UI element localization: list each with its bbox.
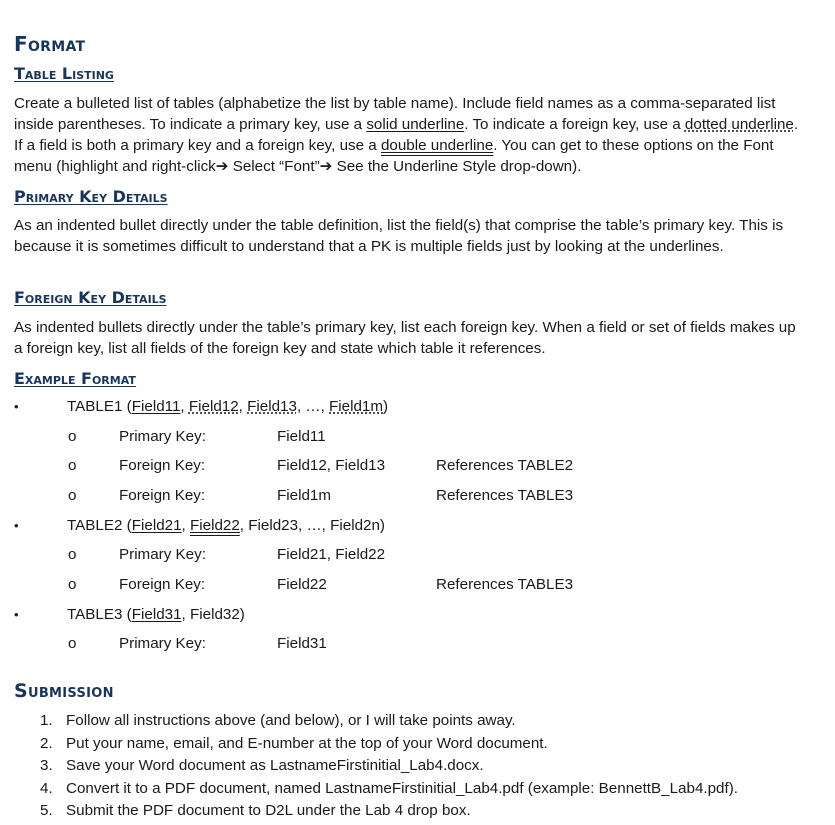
table-listing-paragraph xyxy=(14,93,804,177)
sub-bullet-icon: o xyxy=(68,546,77,563)
list-number: 3. xyxy=(40,757,53,774)
text-run: . If a field is both a primary key and a foreign key, use a xyxy=(14,116,799,154)
foreign-key-details-paragraph: As indented bullets directly under the table’s primary key, list each foreign key. When a field or set of fields makes up a foreign key, list all fields of the foreign key and state which table it references. xyxy=(14,319,796,357)
key-label: Primary Key: xyxy=(119,546,206,563)
key-fields: Field11 xyxy=(277,428,326,445)
text-run: Create a bulleted list of tables (alphabetize the list by table name). Include field names as a comma-separated list inside parentheses. To indicate a primary key, use a xyxy=(14,95,776,133)
text-run: , xyxy=(180,398,189,415)
bullet-icon: • xyxy=(14,518,19,533)
key-fields: Field22 xyxy=(277,576,327,593)
text-run: ) xyxy=(383,398,389,415)
foreign-key-field: Field1m xyxy=(329,398,384,415)
sub-bullet-icon: o xyxy=(68,635,77,652)
key-reference: References TABLE3 xyxy=(436,576,574,593)
text-run: ( xyxy=(122,606,132,623)
bullet-icon: • xyxy=(14,399,19,414)
key-label: Foreign Key: xyxy=(119,487,206,504)
text-run: , xyxy=(181,517,190,534)
primary-key-field: Field11 xyxy=(131,398,181,415)
list-text: Convert it to a PDF document, named LastnameFirstinitial_Lab4.pdf (example: BennettB_Lab4.pdf). xyxy=(66,779,738,797)
primary-key-field: Field21 xyxy=(131,517,182,534)
primary-foreign-key-field: Field22 xyxy=(189,517,240,534)
sub-bullet-icon: o xyxy=(68,576,77,593)
text-run: ( xyxy=(122,398,132,415)
text-run: . You can get to these options on the Font menu (highlight and right-click➔ Select “Font”➔ See the Underline Style drop-down). xyxy=(14,137,774,175)
list-text: Put your name, email, and E-number at the top of your Word document. xyxy=(66,734,548,752)
table-definition xyxy=(67,515,385,537)
sub-bullet-icon: o xyxy=(68,428,77,445)
key-reference: References TABLE2 xyxy=(436,457,574,474)
submission-heading: Submission xyxy=(14,680,114,702)
solid-underline-example: solid underline xyxy=(366,116,465,133)
primary-key-field: Field31 xyxy=(131,606,182,623)
text-run: . To indicate a foreign key, use a xyxy=(464,116,685,133)
sub-bullet-icon: o xyxy=(68,457,77,474)
key-fields: Field12, Field13 xyxy=(277,457,386,474)
key-fields: Field31 xyxy=(277,635,327,652)
text-run: , xyxy=(238,398,248,415)
text-run: , …, xyxy=(296,398,330,415)
key-fields: Field1m xyxy=(277,487,332,504)
text-run: , Field23, …, Field2n) xyxy=(239,517,385,534)
list-text: Save your Word document as LastnameFirstinitial_Lab4.docx. xyxy=(66,757,484,774)
format-heading: Format xyxy=(14,32,86,56)
dotted-underline-example: dotted underline xyxy=(684,116,794,133)
foreign-key-field: Field12 xyxy=(188,398,239,415)
foreign-key-field: Field13 xyxy=(247,398,297,415)
bullet-icon: • xyxy=(14,607,19,622)
list-number: 1. xyxy=(40,712,53,729)
text-run: ( xyxy=(122,517,132,534)
double-underline-example: double underline xyxy=(380,137,494,154)
key-label: Foreign Key: xyxy=(119,457,206,474)
text-run: , Field32) xyxy=(181,606,245,623)
list-number: 4. xyxy=(40,779,53,797)
key-fields: Field21, Field22 xyxy=(277,546,386,563)
table-definition xyxy=(67,396,388,418)
table-definition xyxy=(67,604,245,626)
key-label: Foreign Key: xyxy=(119,576,206,593)
key-label: Primary Key: xyxy=(119,635,206,652)
example-format-heading: Example Format xyxy=(14,369,136,388)
primary-key-details-paragraph: As an indented bullet directly under the table definition, list the field(s) that comprise the table’s primary key. This is because it is sometimes difficult to understand that a PK is multiple fields just by looking at the underlines. xyxy=(14,217,784,255)
list-text: Follow all instructions above (and below), or I will take points away. xyxy=(66,712,516,729)
list-text: Submit the PDF document to D2L under the Lab 4 drop box. xyxy=(66,802,471,819)
primary-key-details-heading: Primary Key Details xyxy=(14,187,168,206)
sub-bullet-icon: o xyxy=(68,487,77,504)
list-number: 5. xyxy=(40,802,53,819)
table-name: TABLE1 xyxy=(67,398,123,415)
key-label: Primary Key: xyxy=(119,428,206,445)
key-reference: References TABLE3 xyxy=(436,487,574,504)
table-listing-heading: Table Listing xyxy=(14,64,114,83)
foreign-key-details-heading: Foreign Key Details xyxy=(14,288,167,307)
table-name: TABLE3 xyxy=(67,606,123,623)
list-number: 2. xyxy=(40,734,53,752)
table-name: TABLE2 xyxy=(67,517,123,534)
